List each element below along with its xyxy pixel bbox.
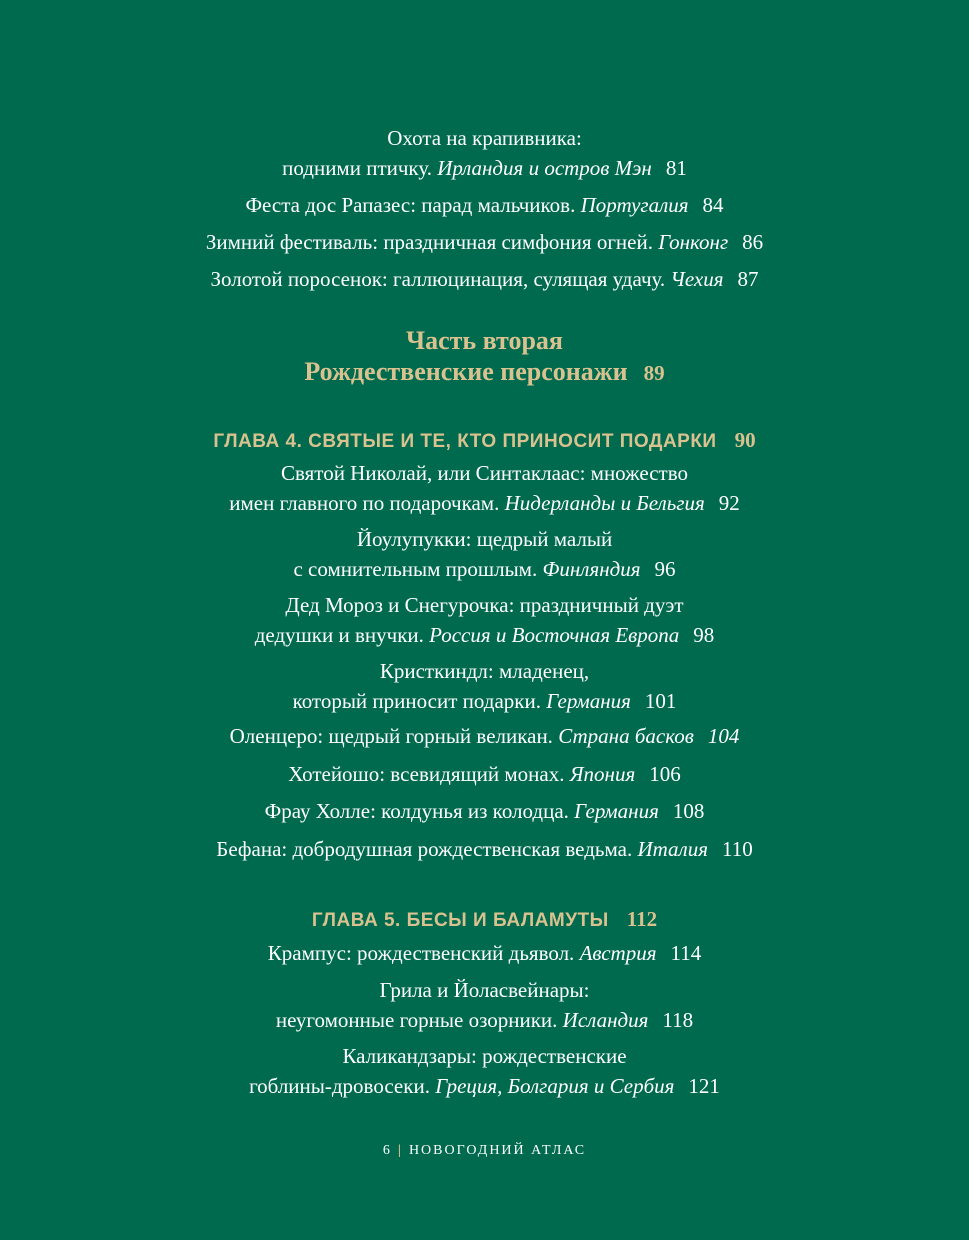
entry-line [0, 938, 969, 968]
entry-text: Золотой поросенок: галлюцинация, сулящая удачу. [210, 267, 666, 291]
footer-book-title: НОВОГОДНИЙ АТЛАС [408, 1143, 587, 1158]
entry-text: Бефана: добродушная рождественская ведьма. [216, 837, 633, 861]
entry-page-number: 101 [644, 689, 677, 713]
part-title: Рождественские персонажи [304, 357, 628, 386]
entry-page-number: 108 [672, 799, 705, 823]
entry-page-number: 87 [737, 267, 759, 291]
footer-separator: | [397, 1143, 403, 1158]
toc-entry [0, 975, 969, 1035]
entry-line [0, 721, 969, 751]
entry-place: Португалия [580, 193, 689, 217]
entry-line [0, 554, 969, 584]
footer-page-number: 6 [382, 1143, 392, 1158]
entry-text: Крампус: рождественский дьявол. [267, 941, 575, 965]
entry-place: Финляндия [542, 557, 641, 581]
entry-text: гоблины-дровосеки. [249, 1074, 430, 1098]
part-number: Часть вторая [406, 326, 563, 355]
entry-place: Страна басков [558, 724, 694, 748]
part-title-line [0, 356, 969, 389]
toc-entry [0, 524, 969, 584]
entry-place: Нидерланды и Бельгия [504, 491, 705, 515]
entry-text: Феста дос Рапазес: парад мальчиков. [245, 193, 576, 217]
entry-text: Фрау Холле: колдунья из колодца. [264, 799, 569, 823]
entry-line [0, 488, 969, 518]
entry-place: Гонконг [658, 230, 729, 254]
entry-page-number: 118 [662, 1008, 694, 1032]
entry-page-number: 114 [670, 941, 702, 965]
toc-entry [0, 796, 969, 826]
chapter-heading [0, 905, 969, 935]
entry-text: Оленцеро: щедрый горный великан. [229, 724, 553, 748]
entry-place: Исландия [562, 1008, 649, 1032]
entry-text: неугомонные горные озорники. [275, 1008, 558, 1032]
entry-page-number: 96 [654, 557, 676, 581]
entry-page-number: 104 [707, 724, 740, 748]
entry-text: Хотейошо: всевидящий монах. [288, 762, 565, 786]
toc-entry [0, 759, 969, 789]
entry-page-number: 84 [702, 193, 724, 217]
toc-entry [0, 938, 969, 968]
entry-text: подними птичку. [282, 156, 432, 180]
part-heading [0, 325, 969, 389]
chapter-page-number: 90 [734, 428, 756, 452]
entry-page-number: 98 [693, 623, 715, 647]
chapter-title: ГЛАВА 4. СВЯТЫЕ И ТЕ, КТО ПРИНОСИТ ПОДАРКИ [213, 431, 717, 452]
entry-line [0, 686, 969, 716]
toc-entry [0, 721, 969, 751]
entry-place: Греция, Болгария и Сербия [435, 1074, 675, 1098]
entry-page-number: 110 [721, 837, 753, 861]
entry-place: Австрия [579, 941, 657, 965]
entry-line: Каликандзары: рождественские [342, 1044, 627, 1068]
entry-line [0, 834, 969, 864]
entry-line: Охота на крапивника: [387, 126, 582, 150]
entry-page-number: 86 [742, 230, 764, 254]
entry-line: Святой Николай, или Синтаклаас: множество [280, 461, 689, 485]
entry-line: Грила и Йоласвейнары: [379, 978, 590, 1002]
toc-entry [0, 190, 969, 220]
part-page-number: 89 [643, 361, 665, 385]
entry-text: Зимний фестиваль: праздничная симфония огней. [205, 230, 653, 254]
entry-line [0, 1071, 969, 1101]
chapter-heading [0, 426, 969, 456]
entry-line: Дед Мороз и Снегурочка: праздничный дуэт [285, 593, 684, 617]
entry-page-number: 92 [718, 491, 740, 515]
toc-entry [0, 123, 969, 183]
entry-place: Япония [569, 762, 636, 786]
entry-page-number: 106 [649, 762, 681, 786]
entry-page-number: 121 [688, 1074, 720, 1098]
toc-entry [0, 264, 969, 294]
entry-line [0, 227, 969, 257]
toc-entry [0, 656, 969, 716]
entry-place: Ирландия и остров Мэн [437, 156, 652, 180]
entry-place: Германия [546, 689, 631, 713]
entry-text: с сомнительным прошлым. [293, 557, 538, 581]
toc-entry [0, 590, 969, 650]
entry-line [0, 153, 969, 183]
chapter-page-number: 112 [626, 907, 658, 931]
entry-text: имен главного по подарочкам. [229, 491, 500, 515]
toc-entry [0, 227, 969, 257]
entry-line [0, 264, 969, 294]
entry-place: Россия и Восточная Европа [429, 623, 680, 647]
entry-line [0, 620, 969, 650]
entry-line [0, 796, 969, 826]
toc-entry [0, 458, 969, 518]
entry-place: Германия [574, 799, 659, 823]
entry-line [0, 759, 969, 789]
entry-place: Чехия [670, 267, 724, 291]
toc-entry [0, 834, 969, 864]
entry-line: Йоулупукки: щедрый малый [356, 527, 613, 551]
entry-line [0, 190, 969, 220]
entry-line [0, 1005, 969, 1035]
entry-text: который приносит подарки. [292, 689, 541, 713]
entry-line: Кристкиндл: младенец, [379, 659, 590, 683]
chapter-title: ГЛАВА 5. БЕСЫ И БАЛАМУТЫ [311, 910, 609, 931]
entry-page-number: 81 [665, 156, 687, 180]
page-footer [0, 1140, 969, 1162]
entry-text: дедушки и внучки. [254, 623, 424, 647]
entry-place: Италия [637, 837, 708, 861]
toc-entry [0, 1041, 969, 1101]
